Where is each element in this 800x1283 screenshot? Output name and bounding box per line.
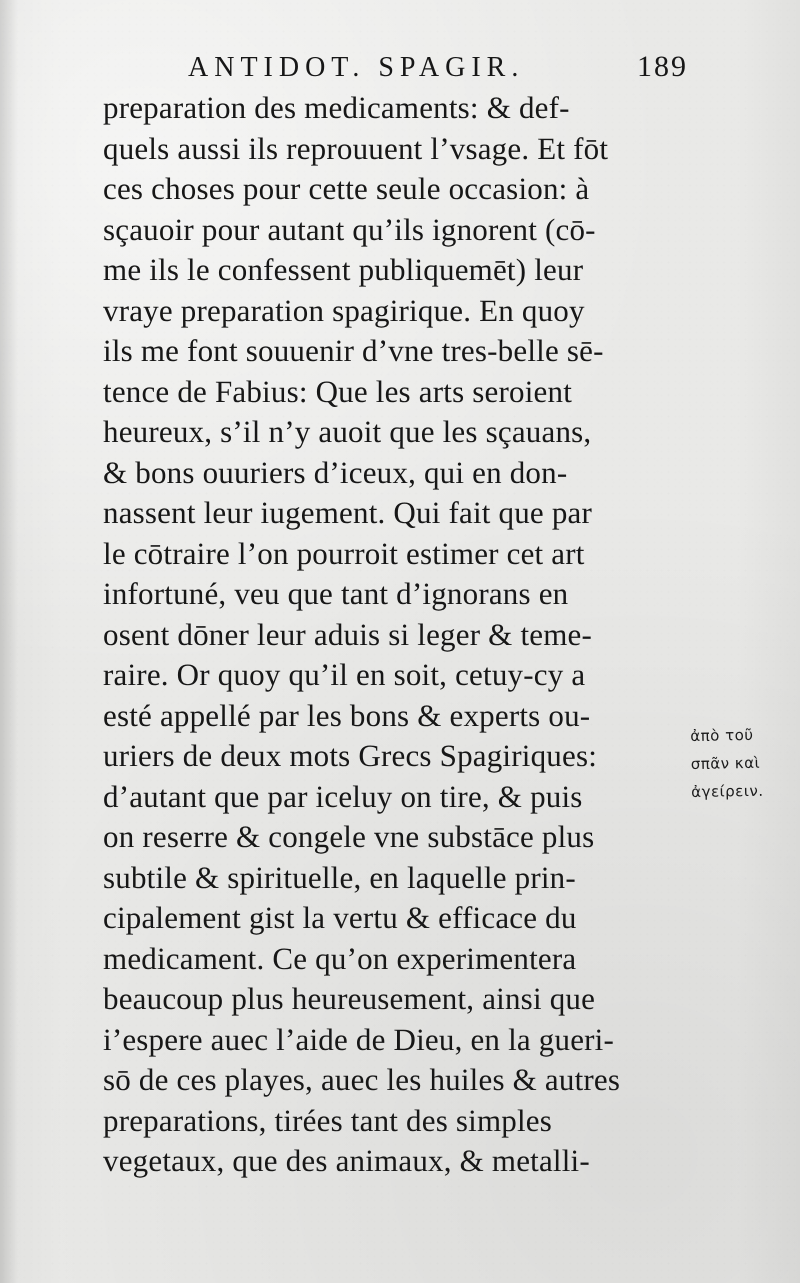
text-line: infortuné, veu que tant d’ignorans en [103, 576, 569, 611]
text-line: nassent leur iugement. Qui fait que par [103, 495, 593, 530]
text-line: vraye preparation spagirique. En quoy [103, 292, 585, 328]
text-line: subtile & spirituelle, en laquelle prin- [103, 859, 576, 895]
page-header [188, 50, 688, 90]
text-line: heureux, s’il n’y auoit que les sçauans, [103, 414, 592, 449]
running-head: ANTIDOT. SPAGIR. [188, 52, 525, 83]
text-line: raire. Or quoy qu’il en soit, cetuy-cy a [103, 657, 586, 692]
text-line: beaucoup plus heureusement, ainsi que [103, 981, 596, 1016]
marginal-note-line: σπᾶν καὶ [690, 753, 761, 773]
text-line: cipalement gist la vertu & efficace du [103, 900, 577, 935]
text-line: quels aussi ils reprouuent l’vsage. Et fōt [103, 130, 609, 166]
text-line: vegetaux, que des animaux, & metalli- [103, 1143, 590, 1178]
text-line: i’espere auec l’aide de Dieu, en la gueri- [103, 1021, 615, 1057]
text-line: tence de Fabius: Que les arts seroient [103, 373, 573, 409]
text-line: me ils le confessent publiquemēt) leur [103, 252, 584, 287]
greek-marginal-note [690, 720, 786, 806]
text-line: sō de ces playes, auec les huiles & autres [103, 1062, 621, 1097]
text-line: esté appellé par les bons & experts ou- [103, 697, 591, 733]
text-line: uriers de deux mots Grecs Spagiriques: [103, 738, 598, 773]
text-line: & bons ouuriers d’iceux, qui en don- [103, 454, 568, 490]
text-line: medicament. Ce qu’on experimentera [103, 940, 577, 976]
marginal-note-line: ἀπὸ τοῦ [690, 725, 754, 745]
text-line: osent dōner leur aduis si leger & teme- [103, 616, 593, 652]
text-line: ces choses pour cette seule occasion: à [103, 171, 590, 206]
text-line: preparation des medicaments: & def- [103, 90, 570, 125]
page-edge-shadow [0, 0, 18, 1283]
text-line: sçauoir pour autant qu’ils ignorent (cō- [103, 211, 596, 247]
text-line: le cōtraire l’on pourroit estimer cet art [103, 535, 585, 571]
marginal-note-line: ἀγείρειν. [691, 781, 764, 801]
main-text-block [103, 88, 688, 1178]
text-line: on reserre & congele vne substāce plus [103, 819, 595, 854]
text-line: ils me font souuenir d’vne tres-belle sē- [103, 333, 604, 368]
text-line: d’autant que par iceluy on tire, & puis [103, 778, 583, 814]
page-number: 189 [637, 50, 688, 83]
text-line: preparations, tirées tant des simples [103, 1102, 553, 1138]
